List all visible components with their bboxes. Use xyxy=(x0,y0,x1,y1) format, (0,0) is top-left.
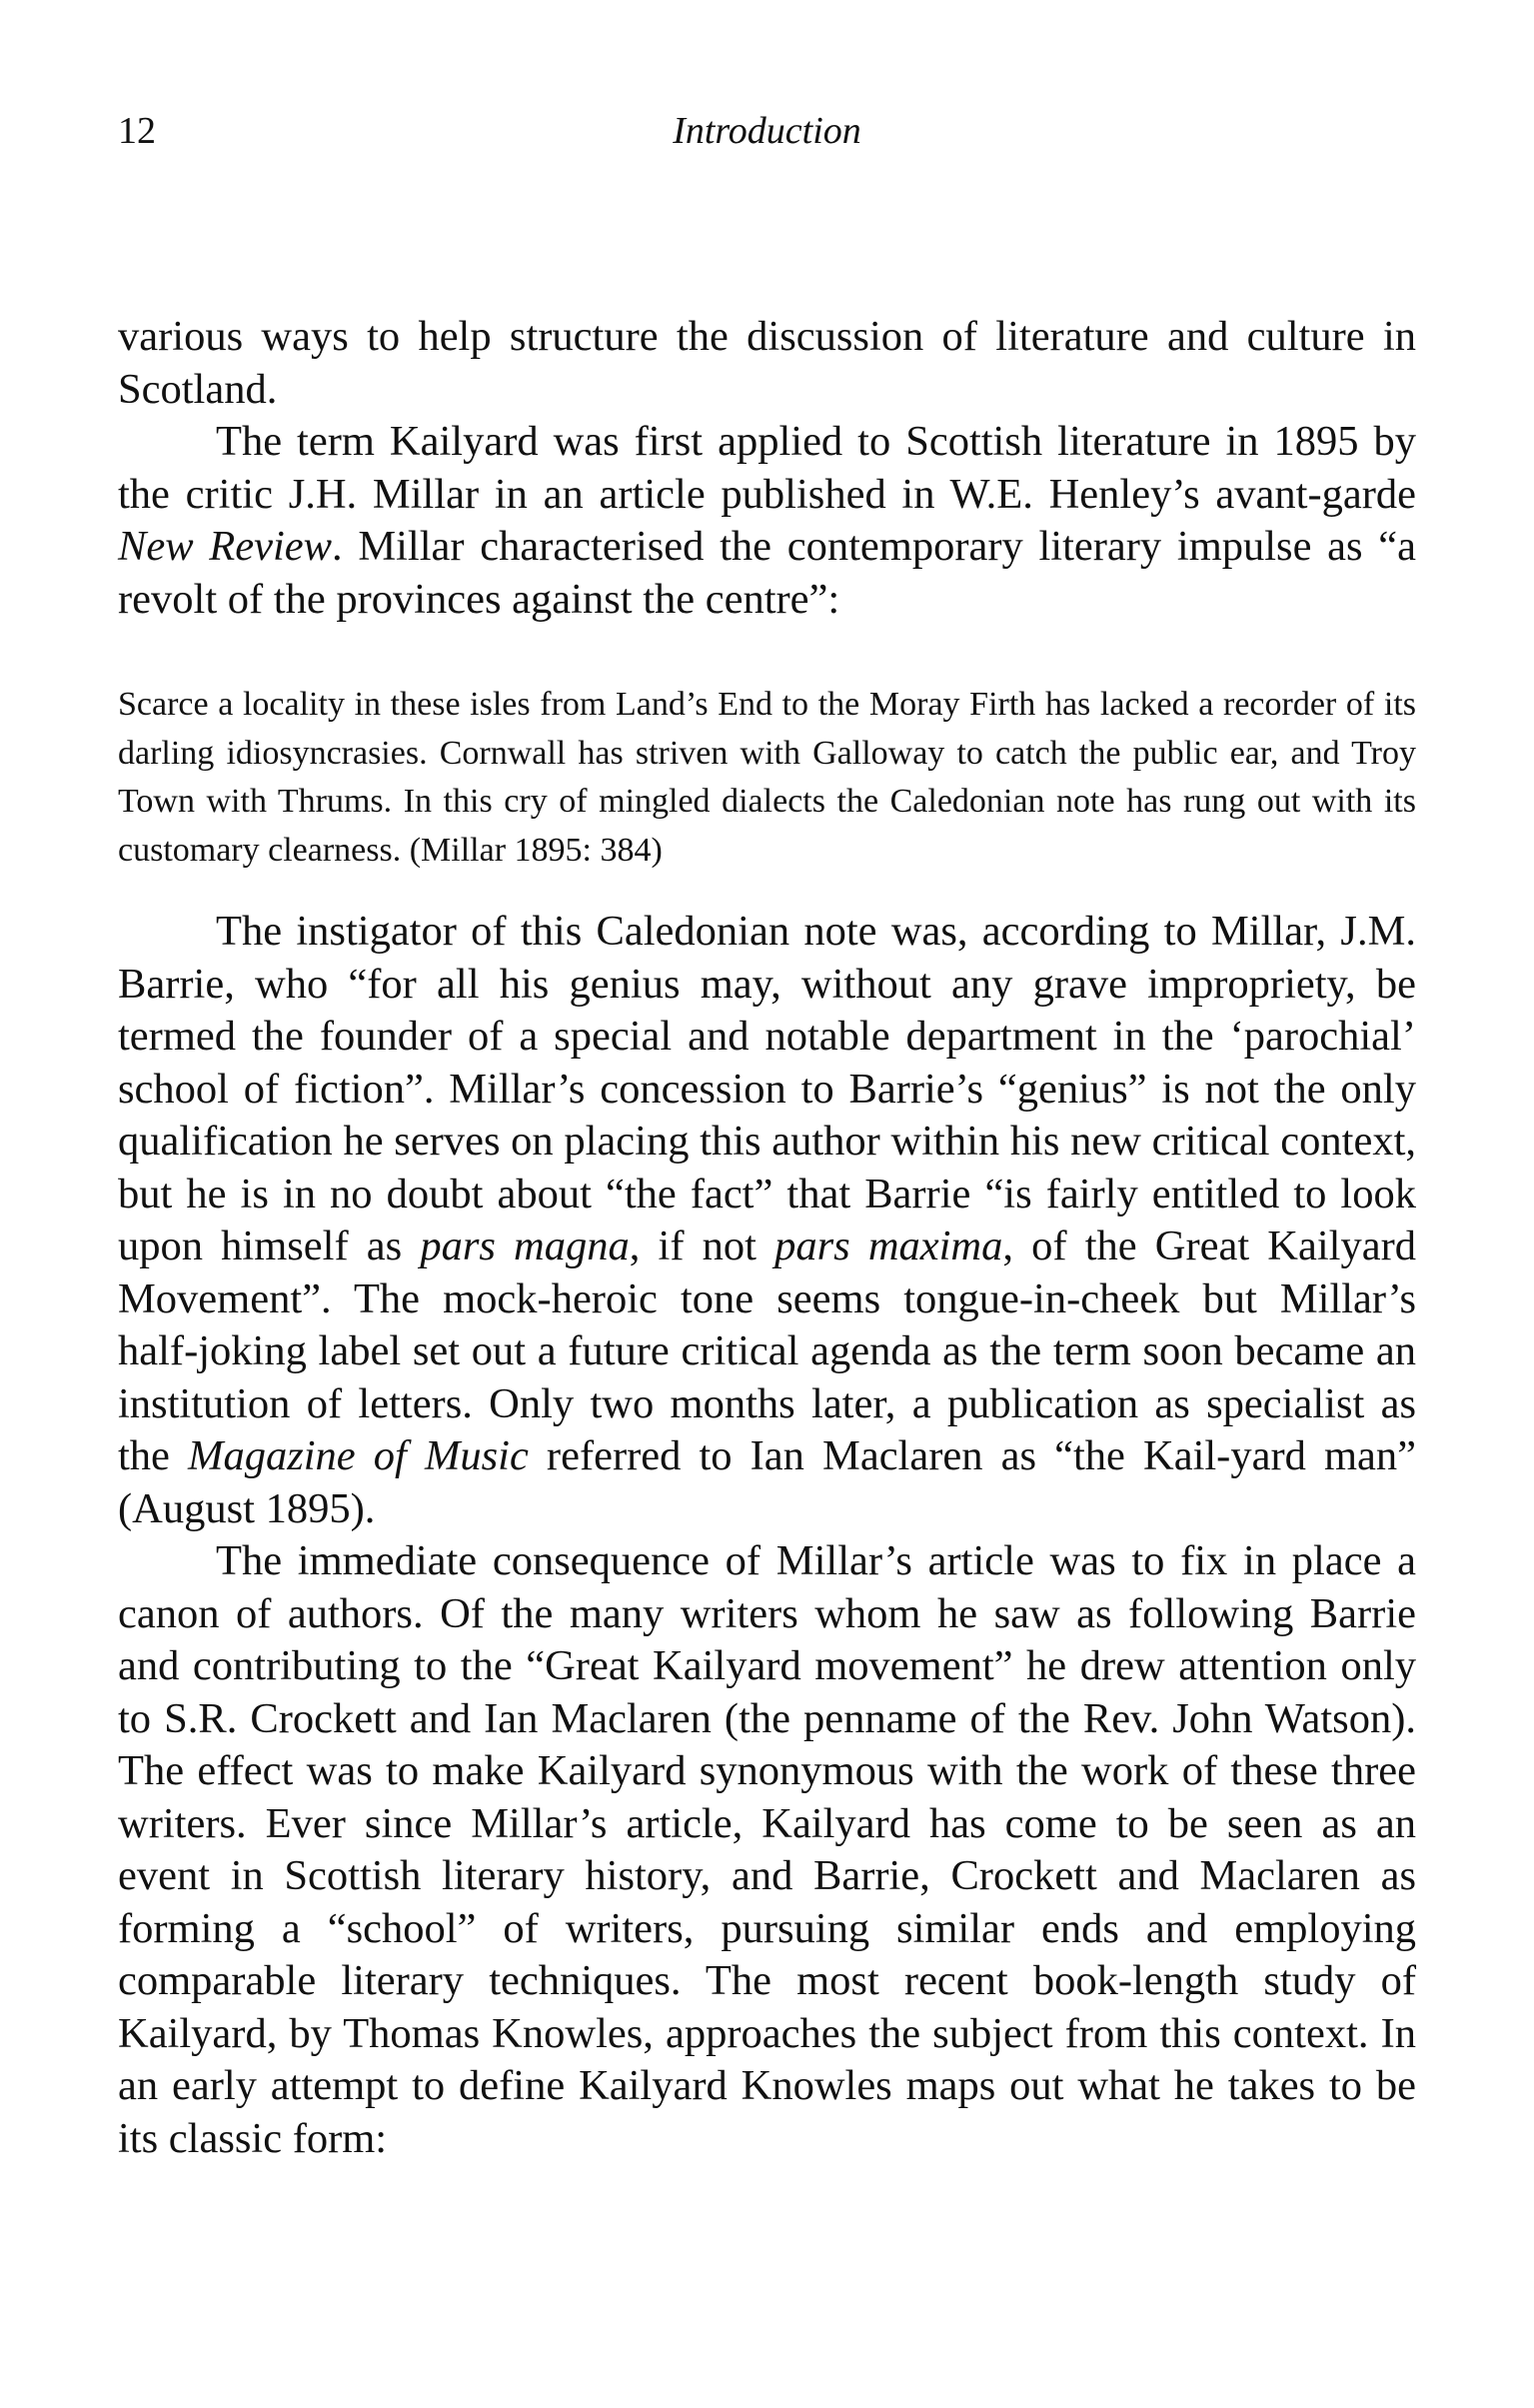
paragraph-kailyard-term xyxy=(118,416,1416,626)
paragraph-canon: The immediate consequence of Millar’s article was to fix in place a canon of authors. Of the many writers whom he saw as following Barrie and contributing to the “Great Kailyard movement” he drew attention only to S.R. Crockett and Ian Maclaren (the penname of the Rev. John Watson). The effect was to make Kailyard synonymous with the work of these three writers. Ever since Millar’s article, Kailyard has come to be seen as an event in Scottish literary history, and Barrie, Crockett and Maclaren as forming a “school” of writers, pursuing similar ends and employing comparable literary techniques. The most recent book-length study of Kailyard, by Thomas Knowles, approaches the subject from this context. In an early attempt to define Kailyard Knowles maps out what he takes to be its classic form: xyxy=(118,1537,1416,2162)
italic-title-new-review: New Review xyxy=(118,523,332,570)
running-title: Introduction xyxy=(673,110,861,152)
text-run: The term Kailyard was first applied to Scottish literature in 1895 by the critic J.H. Millar in an article published in W.E. Henley’s avant-garde xyxy=(118,418,1416,518)
italic-pars-maxima: pars maxima xyxy=(774,1222,1003,1269)
text-run: . Millar characterised the contemporary literary impulse as “a revolt of the provinces against the centre”: xyxy=(118,523,1417,623)
paragraph-instigator xyxy=(118,906,1416,1535)
italic-pars-magna: pars magna xyxy=(420,1222,630,1269)
body-text-top xyxy=(118,311,1416,626)
italic-magazine-of-music: Magazine of Music xyxy=(188,1432,529,1479)
paragraph-continued: various ways to help structure the discussion of literature and culture in Scotland. xyxy=(118,313,1416,413)
text-run: The instigator of this Caledonian note was, according to Millar, J.M. Barrie, who “for all his genius may, without any grave impropriety, be termed the founder of a special and notable department in the ‘parochial’ school of fiction”. Millar’s concession to Barrie’s “genius” is not the only qualification he serves on placing this author within his new critical context, but he is in no doubt about “the fact” that Barrie “is fairly entitled to look upon himself as xyxy=(118,908,1416,1269)
running-header xyxy=(118,106,1416,156)
block-quote xyxy=(118,681,1416,875)
text-run: , of the Great Kailyard Movement”. The mock-heroic tone seems tongue-in-cheek but Millar’s half-joking label set out a future critical agenda as the term soon became an institution of letters. Only two months later, a publication as specialist as the xyxy=(118,1222,1416,1479)
body-text-bottom xyxy=(118,906,1416,2165)
page-number: 12 xyxy=(118,110,156,152)
block-quote-text: Scarce a locality in these isles from Land’s End to the Moray Firth has lacked a recorder of its darling idiosyncrasies. Cornwall has striven with Galloway to catch the public ear, and Troy Town with Thrums. In this cry of mingled dialects the Caledonian note has rung out with its customary clearness. (Millar 1895: 384) xyxy=(118,686,1416,869)
text-run: referred to Ian Maclaren as “the Kail-yard man” (August 1895). xyxy=(118,1432,1417,1532)
text-run: , if not xyxy=(629,1222,775,1269)
